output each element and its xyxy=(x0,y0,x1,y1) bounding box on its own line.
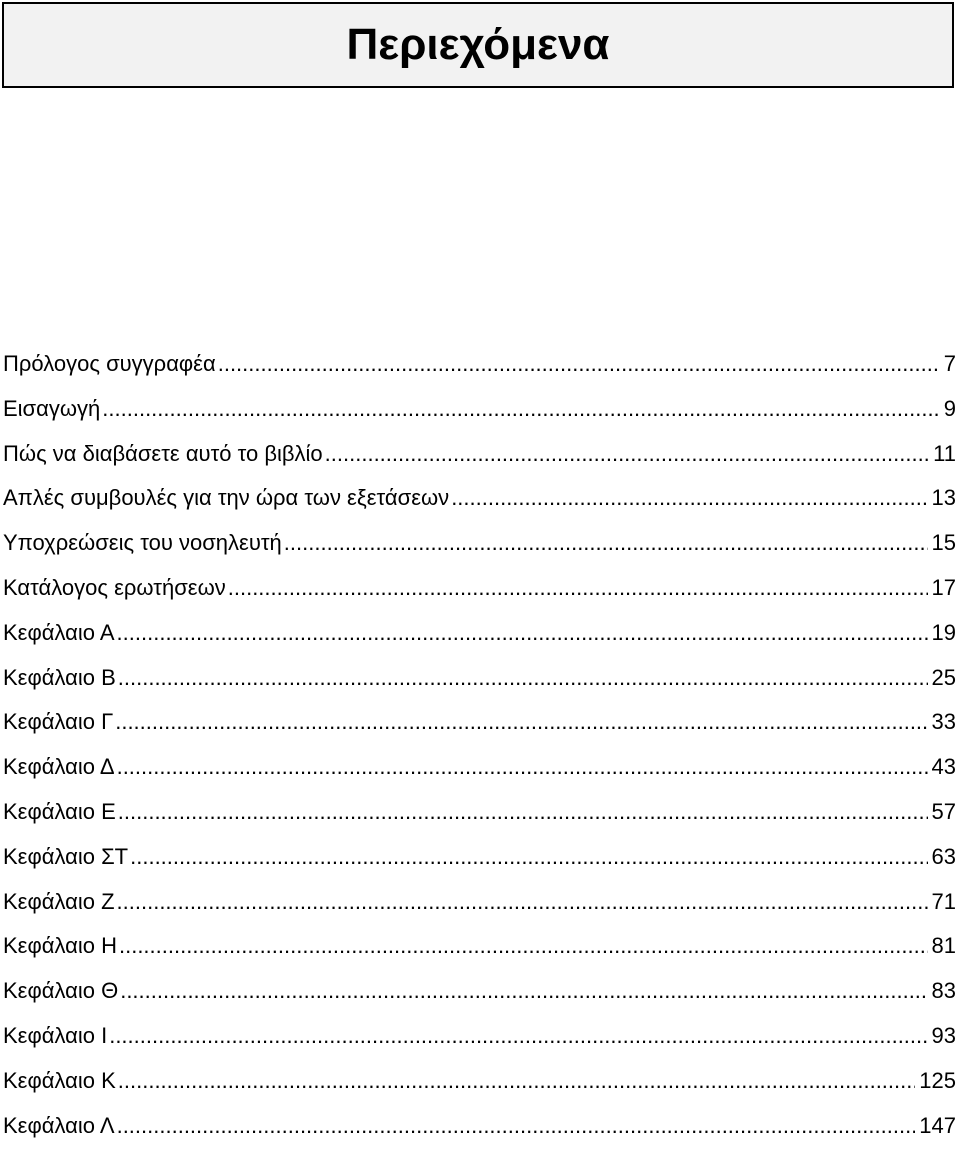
toc-entry-page: 15 xyxy=(931,530,956,556)
toc-entry-label: Υποχρεώσεις του νοσηλευτή xyxy=(3,530,282,556)
toc-entry-label: Πρόλογος συγγραφέα xyxy=(3,351,216,376)
dot-leader xyxy=(130,835,927,880)
dot-leader xyxy=(451,476,927,521)
dot-leader xyxy=(228,566,928,611)
toc-entry[interactable] xyxy=(3,521,956,566)
toc-entry[interactable] xyxy=(3,700,956,745)
dot-leader xyxy=(117,1104,916,1149)
toc-entry[interactable] xyxy=(3,611,956,656)
toc-entry-label: Κεφάλαιο Ι xyxy=(3,1022,108,1048)
toc-entry-page: 17 xyxy=(931,574,956,600)
toc-entry-label: Εισαγωγή xyxy=(3,395,101,421)
toc-entry[interactable] xyxy=(3,1059,956,1104)
toc-entry[interactable] xyxy=(3,835,956,880)
toc-entry-label: Κεφάλαιο Θ xyxy=(3,978,119,1004)
toc-entry-label: Κεφάλαιο ΣΤ xyxy=(3,843,129,869)
toc-entry-label: Κεφάλαιο Κ xyxy=(3,1067,116,1093)
table-of-contents xyxy=(3,342,956,1148)
dot-leader xyxy=(102,387,939,432)
dot-leader xyxy=(118,1059,916,1104)
toc-entry[interactable] xyxy=(3,656,956,701)
dot-leader xyxy=(117,745,928,790)
toc-entry-page: 43 xyxy=(931,754,956,780)
toc-entry-label: Απλές συμβουλές για την ώρα των εξετάσεων xyxy=(3,485,450,511)
toc-entry-page: 71 xyxy=(931,888,956,914)
toc-entry[interactable] xyxy=(3,1014,956,1059)
title-box xyxy=(2,2,954,88)
toc-entry[interactable] xyxy=(3,924,956,969)
toc-entry[interactable] xyxy=(3,476,956,521)
toc-entry-page: 13 xyxy=(931,485,956,511)
toc-entry-label: Κεφάλαιο Β xyxy=(3,664,116,690)
toc-entry-label: Πώς να διαβάσετε αυτό το βιβλίο xyxy=(3,440,323,466)
toc-entry[interactable] xyxy=(3,880,956,925)
toc-entry-label: Κεφάλαιο Λ xyxy=(3,1112,115,1138)
toc-entry-page: 93 xyxy=(931,1022,956,1048)
toc-entry-page: 81 xyxy=(931,933,956,959)
dot-leader xyxy=(109,1014,927,1059)
toc-entry-page: 11 xyxy=(933,440,956,466)
toc-entry-label: Κεφάλαιο Γ xyxy=(3,709,114,735)
dot-leader xyxy=(325,432,929,477)
dot-leader xyxy=(118,656,928,701)
dot-leader xyxy=(284,521,928,566)
toc-entry-page: 7 xyxy=(943,351,956,376)
toc-entry[interactable] xyxy=(3,969,956,1014)
toc-entry[interactable] xyxy=(3,790,956,835)
toc-entry-page: 25 xyxy=(931,664,956,690)
toc-entry-page: 9 xyxy=(943,395,956,421)
toc-entry-label: Κεφάλαιο Ζ xyxy=(3,888,115,914)
dot-leader xyxy=(120,969,927,1014)
dot-leader xyxy=(115,700,927,745)
dot-leader xyxy=(117,611,928,656)
dot-leader xyxy=(218,342,940,387)
toc-entry-label: Κεφάλαιο Ε xyxy=(3,798,116,824)
toc-entry-label: Κεφάλαιο Η xyxy=(3,933,117,959)
toc-entry[interactable] xyxy=(3,342,956,387)
dot-leader xyxy=(117,880,928,925)
toc-entry-label: Κεφάλαιο Α xyxy=(3,619,115,645)
toc-entry-page: 125 xyxy=(919,1067,956,1093)
toc-entry-page: 147 xyxy=(919,1112,956,1138)
toc-entry[interactable] xyxy=(3,432,956,477)
dot-leader xyxy=(118,790,928,835)
toc-entry-page: 57 xyxy=(931,798,956,824)
toc-entry[interactable] xyxy=(3,566,956,611)
toc-entry[interactable] xyxy=(3,387,956,432)
toc-entry[interactable] xyxy=(3,745,956,790)
toc-entry[interactable] xyxy=(3,1104,956,1149)
toc-entry-page: 63 xyxy=(931,843,956,869)
page-title: Περιεχόμενα xyxy=(346,20,610,69)
toc-entry-page: 19 xyxy=(931,619,956,645)
toc-entry-page: 33 xyxy=(931,709,956,735)
toc-entry-label: Κεφάλαιο Δ xyxy=(3,754,115,780)
dot-leader xyxy=(119,924,928,969)
toc-entry-label: Κατάλογος ερωτήσεων xyxy=(3,574,226,600)
toc-entry-page: 83 xyxy=(931,978,956,1004)
